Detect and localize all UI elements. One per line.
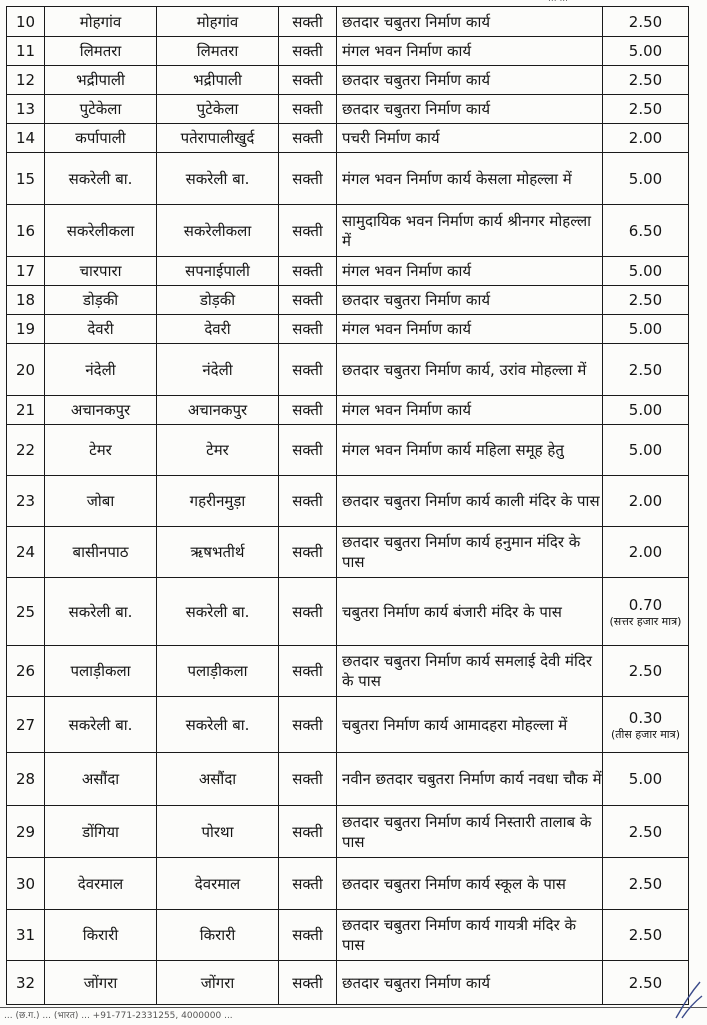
amount-value: 0.70 bbox=[628, 596, 663, 614]
amount-cell bbox=[603, 257, 689, 286]
sno-cell: 19 bbox=[7, 315, 45, 344]
block-cell: सक्ती bbox=[279, 910, 337, 961]
table-row bbox=[7, 315, 689, 344]
block-cell: सक्ती bbox=[279, 66, 337, 95]
village-cell: देवरमाल bbox=[157, 858, 279, 910]
sno-cell: 13 bbox=[7, 95, 45, 124]
village-cell: ऋषभतीर्थ bbox=[157, 527, 279, 578]
block-cell: सक्ती bbox=[279, 315, 337, 344]
work-cell: छतदार चबुतरा निर्माण कार्य काली मंदिर के पास bbox=[337, 476, 603, 527]
work-cell: मंगल भवन निर्माण कार्य केसला मोहल्ला में bbox=[337, 153, 603, 205]
work-cell: मंगल भवन निर्माण कार्य महिला समूह हेतु bbox=[337, 425, 603, 476]
work-cell: छतदार चबुतरा निर्माण कार्य bbox=[337, 286, 603, 315]
amount-cell bbox=[603, 858, 689, 910]
sno-cell: 15 bbox=[7, 153, 45, 205]
village-cell: डोड़की bbox=[157, 286, 279, 315]
village-cell: पतेरापालीखुर्द bbox=[157, 124, 279, 153]
village-cell: देवरी bbox=[157, 315, 279, 344]
table-row bbox=[7, 961, 689, 1005]
table-row bbox=[7, 66, 689, 95]
gram-panchayat-cell: कर्पापाली bbox=[45, 124, 157, 153]
gram-panchayat-cell: चारपारा bbox=[45, 257, 157, 286]
table-row bbox=[7, 205, 689, 257]
village-cell: सकरेली बा. bbox=[157, 578, 279, 646]
block-cell: सक्ती bbox=[279, 646, 337, 697]
sno-cell: 25 bbox=[7, 578, 45, 646]
table-row bbox=[7, 7, 689, 37]
work-cell: छतदार चबुतरा निर्माण कार्य गायत्री मंदिर के पास bbox=[337, 910, 603, 961]
village-cell: असौंदा bbox=[157, 753, 279, 806]
amount-cell bbox=[603, 286, 689, 315]
block-cell: सक्ती bbox=[279, 476, 337, 527]
village-cell: भद्रीपाली bbox=[157, 66, 279, 95]
block-cell: सक्ती bbox=[279, 425, 337, 476]
gram-panchayat-cell: किरारी bbox=[45, 910, 157, 961]
works-table-body bbox=[7, 7, 689, 1005]
amount-cell bbox=[603, 124, 689, 153]
sno-cell: 24 bbox=[7, 527, 45, 578]
work-cell: छतदार चबुतरा निर्माण कार्य bbox=[337, 961, 603, 1005]
amount-value: 5.00 bbox=[628, 401, 663, 419]
gram-panchayat-cell: सकरेलीकला bbox=[45, 205, 157, 257]
village-cell: सपनाईपाली bbox=[157, 257, 279, 286]
block-cell: सक्ती bbox=[279, 95, 337, 124]
amount-value: 2.00 bbox=[628, 129, 663, 147]
amount-value: 5.00 bbox=[628, 169, 663, 188]
gram-panchayat-cell: बासीनपाठ bbox=[45, 527, 157, 578]
amount-value: 5.00 bbox=[628, 441, 663, 459]
gram-panchayat-cell: सकरेली बा. bbox=[45, 578, 157, 646]
amount-value: 2.00 bbox=[628, 543, 663, 561]
work-cell: छतदार चबुतरा निर्माण कार्य bbox=[337, 95, 603, 124]
block-cell: सक्ती bbox=[279, 806, 337, 858]
work-cell: छतदार चबुतरा निर्माण कार्य निस्तारी तालाब के पास bbox=[337, 806, 603, 858]
amount-value: 2.50 bbox=[628, 662, 663, 680]
work-cell: छतदार चबुतरा निर्माण कार्य हनुमान मंदिर के पास bbox=[337, 527, 603, 578]
village-cell: सकरेली बा. bbox=[157, 153, 279, 205]
gram-panchayat-cell: जोंगरा bbox=[45, 961, 157, 1005]
work-cell: सामुदायिक भवन निर्माण कार्य श्रीनगर मोहल्ला में bbox=[337, 205, 603, 257]
amount-value: 2.50 bbox=[628, 360, 663, 379]
gram-panchayat-cell: भद्रीपाली bbox=[45, 66, 157, 95]
work-cell: छतदार चबुतरा निर्माण कार्य समलाई देवी मंदिर के पास bbox=[337, 646, 603, 697]
table-row bbox=[7, 153, 689, 205]
village-cell: पुटेकेला bbox=[157, 95, 279, 124]
sno-cell: 14 bbox=[7, 124, 45, 153]
amount-value: 5.00 bbox=[628, 262, 663, 280]
header-fragment bbox=[548, 0, 568, 4]
sno-cell: 18 bbox=[7, 286, 45, 315]
amount-cell bbox=[603, 66, 689, 95]
block-cell: सक्ती bbox=[279, 124, 337, 153]
table-row bbox=[7, 396, 689, 425]
amount-value: 2.50 bbox=[628, 874, 663, 893]
sno-cell: 32 bbox=[7, 961, 45, 1005]
work-cell: चबुतरा निर्माण कार्य बंजारी मंदिर के पास bbox=[337, 578, 603, 646]
gram-panchayat-cell: अचानकपुर bbox=[45, 396, 157, 425]
block-cell: सक्ती bbox=[279, 697, 337, 753]
table-row bbox=[7, 95, 689, 124]
work-cell: चबुतरा निर्माण कार्य आमादहरा मोहल्ला में bbox=[337, 697, 603, 753]
block-cell: सक्ती bbox=[279, 578, 337, 646]
block-cell: सक्ती bbox=[279, 37, 337, 66]
table-row bbox=[7, 806, 689, 858]
village-cell: पलाड़ीकला bbox=[157, 646, 279, 697]
gram-panchayat-cell: देवरी bbox=[45, 315, 157, 344]
amount-note: (तीस हजार मात्र) bbox=[611, 728, 680, 741]
village-cell: सकरेली बा. bbox=[157, 697, 279, 753]
block-cell: सक्ती bbox=[279, 527, 337, 578]
gram-panchayat-cell: पुटेकेला bbox=[45, 95, 157, 124]
sno-cell: 17 bbox=[7, 257, 45, 286]
amount-value: 2.50 bbox=[628, 926, 663, 944]
village-cell: टेमर bbox=[157, 425, 279, 476]
block-cell: सक्ती bbox=[279, 961, 337, 1005]
sno-cell: 23 bbox=[7, 476, 45, 527]
table-row bbox=[7, 476, 689, 527]
gram-panchayat-cell: पलाड़ीकला bbox=[45, 646, 157, 697]
sno-cell: 31 bbox=[7, 910, 45, 961]
amount-value: 5.00 bbox=[628, 320, 663, 338]
block-cell: सक्ती bbox=[279, 753, 337, 806]
amount-value: 2.50 bbox=[628, 12, 663, 31]
amount-note: (सत्तर हजार मात्र) bbox=[609, 615, 682, 628]
amount-value: 5.00 bbox=[628, 770, 663, 788]
sno-cell: 10 bbox=[7, 7, 45, 37]
sno-cell: 22 bbox=[7, 425, 45, 476]
sno-cell: 20 bbox=[7, 344, 45, 396]
village-cell: किरारी bbox=[157, 910, 279, 961]
amount-cell bbox=[603, 7, 689, 37]
gram-panchayat-cell: डोड़की bbox=[45, 286, 157, 315]
amount-cell bbox=[603, 476, 689, 527]
work-cell: मंगल भवन निर्माण कार्य bbox=[337, 396, 603, 425]
work-cell: मंगल भवन निर्माण कार्य bbox=[337, 315, 603, 344]
block-cell: सक्ती bbox=[279, 257, 337, 286]
gram-panchayat-cell: असौंदा bbox=[45, 753, 157, 806]
work-cell: छतदार चबुतरा निर्माण कार्य bbox=[337, 66, 603, 95]
work-cell: मंगल भवन निर्माण कार्य bbox=[337, 257, 603, 286]
amount-cell bbox=[603, 806, 689, 858]
village-cell: जोंगरा bbox=[157, 961, 279, 1005]
work-cell: मंगल भवन निर्माण कार्य bbox=[337, 37, 603, 66]
amount-cell bbox=[603, 315, 689, 344]
amount-cell bbox=[603, 95, 689, 124]
amount-value: 2.50 bbox=[628, 71, 663, 89]
amount-cell bbox=[603, 37, 689, 66]
block-cell: सक्ती bbox=[279, 205, 337, 257]
table-row bbox=[7, 578, 689, 646]
amount-cell bbox=[603, 205, 689, 257]
sno-cell: 11 bbox=[7, 37, 45, 66]
table-row bbox=[7, 286, 689, 315]
amount-cell bbox=[603, 910, 689, 961]
amount-cell bbox=[603, 578, 689, 646]
amount-cell bbox=[603, 697, 689, 753]
works-table bbox=[6, 6, 689, 1005]
page-footer: ... (छ.ग.) ... (भारत) ... +91-771-2331255, 4000000 ... bbox=[0, 1007, 707, 1025]
amount-value: 5.00 bbox=[628, 42, 663, 60]
table-row bbox=[7, 37, 689, 66]
amount-value: 2.00 bbox=[628, 492, 663, 510]
signature-mark bbox=[672, 978, 704, 1022]
gram-panchayat-cell: लिमतरा bbox=[45, 37, 157, 66]
sno-cell: 21 bbox=[7, 396, 45, 425]
amount-value: 6.50 bbox=[628, 221, 663, 240]
village-cell: सकरेलीकला bbox=[157, 205, 279, 257]
village-cell: गहरीनमुड़ा bbox=[157, 476, 279, 527]
work-cell: पचरी निर्माण कार्य bbox=[337, 124, 603, 153]
work-cell: छतदार चबुतरा निर्माण कार्य स्कूल के पास bbox=[337, 858, 603, 910]
gram-panchayat-cell: देवरमाल bbox=[45, 858, 157, 910]
table-row bbox=[7, 344, 689, 396]
table-row bbox=[7, 124, 689, 153]
table-row bbox=[7, 527, 689, 578]
gram-panchayat-cell: सकरेली बा. bbox=[45, 153, 157, 205]
table-row bbox=[7, 257, 689, 286]
amount-cell bbox=[603, 527, 689, 578]
village-cell: मोहगांव bbox=[157, 7, 279, 37]
amount-cell bbox=[603, 396, 689, 425]
block-cell: सक्ती bbox=[279, 344, 337, 396]
gram-panchayat-cell: मोहगांव bbox=[45, 7, 157, 37]
amount-value: 2.50 bbox=[628, 100, 663, 118]
sno-cell: 27 bbox=[7, 697, 45, 753]
sno-cell: 30 bbox=[7, 858, 45, 910]
gram-panchayat-cell: नंदेली bbox=[45, 344, 157, 396]
table-row bbox=[7, 753, 689, 806]
village-cell: लिमतरा bbox=[157, 37, 279, 66]
sno-cell: 16 bbox=[7, 205, 45, 257]
amount-value: 0.30 bbox=[628, 709, 663, 727]
gram-panchayat-cell: डोंगिया bbox=[45, 806, 157, 858]
amount-cell bbox=[603, 153, 689, 205]
sno-cell: 12 bbox=[7, 66, 45, 95]
sno-cell: 28 bbox=[7, 753, 45, 806]
block-cell: सक्ती bbox=[279, 153, 337, 205]
amount-cell bbox=[603, 646, 689, 697]
block-cell: सक्ती bbox=[279, 7, 337, 37]
block-cell: सक्ती bbox=[279, 286, 337, 315]
block-cell: सक्ती bbox=[279, 396, 337, 425]
gram-panchayat-cell: जोबा bbox=[45, 476, 157, 527]
amount-value: 2.50 bbox=[628, 822, 663, 841]
work-cell: नवीन छतदार चबुतरा निर्माण कार्य नवधा चौक में bbox=[337, 753, 603, 806]
amount-cell bbox=[603, 344, 689, 396]
table-row bbox=[7, 697, 689, 753]
table-row bbox=[7, 910, 689, 961]
table-row bbox=[7, 858, 689, 910]
amount-value: 2.50 bbox=[628, 291, 663, 309]
work-cell: छतदार चबुतरा निर्माण कार्य bbox=[337, 7, 603, 37]
village-cell: नंदेली bbox=[157, 344, 279, 396]
gram-panchayat-cell: सकरेली बा. bbox=[45, 697, 157, 753]
table-row bbox=[7, 646, 689, 697]
work-cell: छतदार चबुतरा निर्माण कार्य, उरांव मोहल्ला में bbox=[337, 344, 603, 396]
sno-cell: 29 bbox=[7, 806, 45, 858]
village-cell: अचानकपुर bbox=[157, 396, 279, 425]
gram-panchayat-cell: टेमर bbox=[45, 425, 157, 476]
sno-cell: 26 bbox=[7, 646, 45, 697]
amount-value: 2.50 bbox=[628, 973, 663, 992]
block-cell: सक्ती bbox=[279, 858, 337, 910]
village-cell: पोरथा bbox=[157, 806, 279, 858]
amount-cell bbox=[603, 753, 689, 806]
amount-cell bbox=[603, 425, 689, 476]
table-row bbox=[7, 425, 689, 476]
